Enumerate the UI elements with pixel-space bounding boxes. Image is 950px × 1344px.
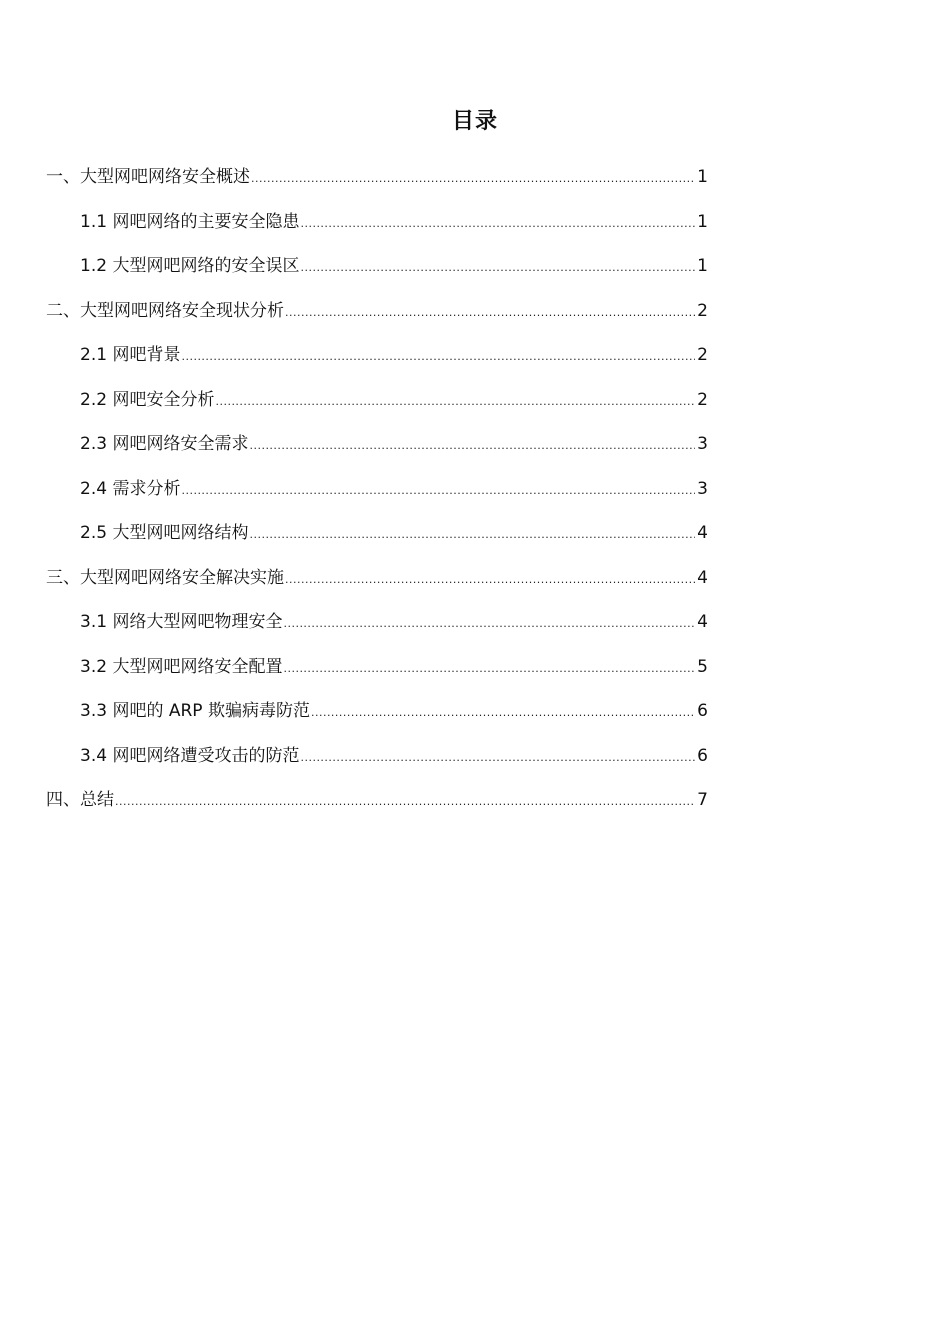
toc-entry-label: 一、大型网吧网络安全概述 — [46, 167, 250, 187]
toc-entry-page: 2 — [697, 300, 708, 321]
toc-dot-leader — [181, 476, 695, 506]
toc-entry[interactable] — [46, 696, 708, 741]
toc-entry[interactable] — [46, 518, 708, 563]
toc-dot-leader — [300, 743, 695, 773]
toc-dot-leader — [251, 164, 695, 194]
toc-dot-leader — [249, 520, 695, 550]
toc-entry[interactable] — [46, 340, 708, 385]
toc-entry-label: 2.2 网吧安全分析 — [80, 389, 215, 410]
toc-entry-label: 2.5 大型网吧网络结构 — [80, 523, 249, 543]
toc-entry-label: 1.2 大型网吧网络的安全误区 — [80, 256, 300, 276]
toc-entry-page: 4 — [697, 567, 708, 588]
toc-dot-leader — [311, 698, 695, 728]
toc-entry-label: 3.3 网吧的 ARP 欺骗病毒防范 — [80, 701, 310, 721]
toc-dot-leader — [283, 654, 695, 684]
toc-entry-page: 4 — [697, 523, 708, 543]
toc-entry[interactable] — [46, 563, 708, 608]
toc-entry-page: 4 — [697, 612, 708, 632]
table-of-contents — [46, 162, 708, 830]
toc-dot-leader — [215, 387, 695, 417]
toc-entry[interactable] — [46, 474, 708, 519]
toc-entry[interactable] — [46, 785, 708, 830]
toc-entry[interactable] — [46, 741, 708, 786]
toc-entry-page: 1 — [697, 211, 708, 232]
toc-entry-label: 2.1 网吧背景 — [80, 345, 181, 365]
toc-entry-label: 三、大型网吧网络安全解决实施 — [46, 567, 284, 588]
toc-dot-leader — [115, 787, 695, 817]
toc-entry-label: 2.3 网吧网络安全需求 — [80, 434, 249, 454]
toc-dot-leader — [249, 431, 695, 461]
toc-dot-leader — [181, 342, 695, 372]
toc-entry-page: 2 — [697, 345, 708, 365]
toc-entry[interactable] — [46, 162, 708, 207]
toc-dot-leader — [300, 209, 695, 239]
toc-entry-label: 3.1 网络大型网吧物理安全 — [80, 612, 283, 632]
toc-entry-page: 5 — [697, 656, 708, 677]
toc-entry-page: 6 — [697, 745, 708, 766]
toc-entry-label: 1.1 网吧网络的主要安全隐患 — [80, 211, 300, 232]
toc-entry[interactable] — [46, 607, 708, 652]
toc-entry-page: 2 — [697, 389, 708, 410]
toc-dot-leader — [285, 298, 695, 328]
toc-entry-page: 1 — [697, 167, 708, 187]
toc-entry[interactable] — [46, 385, 708, 430]
toc-entry-label: 二、大型网吧网络安全现状分析 — [46, 300, 284, 321]
toc-entry-label: 2.4 需求分析 — [80, 478, 181, 499]
toc-entry[interactable] — [46, 296, 708, 341]
toc-entry[interactable] — [46, 251, 708, 296]
toc-entry[interactable] — [46, 207, 708, 252]
toc-entry-label: 四、总结 — [46, 790, 114, 810]
toc-entry[interactable] — [46, 652, 708, 697]
toc-dot-leader — [285, 565, 695, 595]
toc-entry-page: 1 — [697, 256, 708, 276]
toc-entry-page: 3 — [697, 434, 708, 454]
toc-dot-leader — [283, 609, 695, 639]
toc-entry-label: 3.4 网吧网络遭受攻击的防范 — [80, 745, 300, 766]
toc-entry[interactable] — [46, 429, 708, 474]
toc-entry-page: 7 — [697, 790, 708, 810]
toc-entry-label: 3.2 大型网吧网络安全配置 — [80, 656, 283, 677]
toc-title: 目录 — [451, 109, 498, 134]
toc-entry-page: 6 — [697, 701, 708, 721]
toc-entry-page: 3 — [697, 478, 708, 499]
toc-dot-leader — [300, 253, 695, 283]
